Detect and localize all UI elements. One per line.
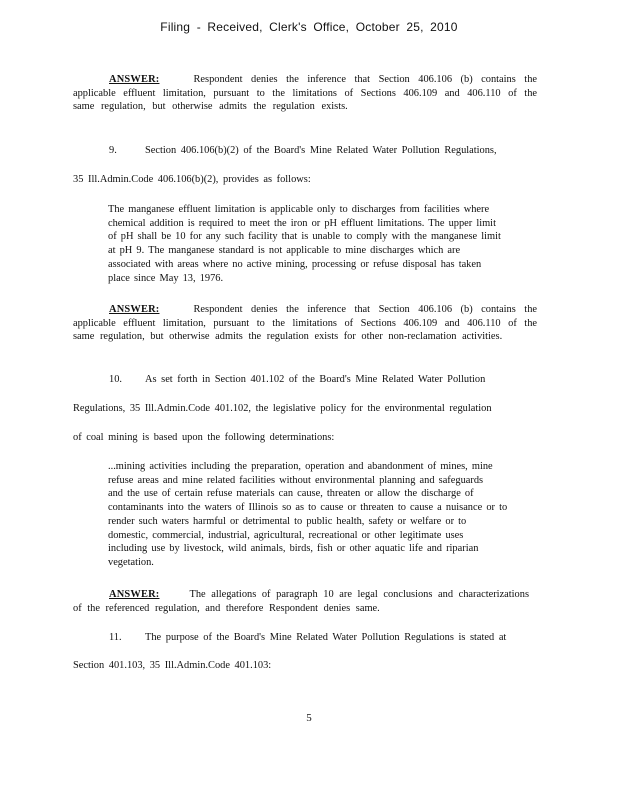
answer-1-line-3: same regulation, but otherwise admits the regulation exists. [73, 101, 348, 113]
quote-10-line: vegetation. [108, 556, 154, 568]
answer-2-line-1: Respondent denies the inference that Section 406.106 (b) contains the [193, 304, 537, 315]
quote-10-line: refuse areas and mine related facilities without environmental planning and safeguards [108, 474, 484, 486]
answer-3-line-2: of the referenced regulation, and therefore Respondent denies same. [73, 602, 380, 614]
answer-2-line-2: applicable effluent limitation, pursuant to the limitations of Sections 406.109 and 406.110 of the [73, 317, 537, 329]
quote-9-line: The manganese effluent limitation is applicable only to discharges from facilities where [108, 204, 490, 215]
quote-10-line: contaminants into the waters of Illinois so as to cause or threaten to cause a nuisance or to [108, 502, 508, 514]
paragraph-10-line-1: 10. As set forth in Section 401.102 of the Board's Mine Related Water Pollution [109, 374, 486, 385]
answer-1-line-1: Respondent denies the inference that Section 406.106 (b) contains the [193, 74, 537, 85]
quote-9-line: of pH shall be 10 for any such facility that is unable to comply with the manganese limit [108, 231, 501, 243]
paragraph-9-number: 9. [109, 145, 117, 156]
paragraph-11-line-1: 11. The purpose of the Board's Mine Related Water Pollution Regulations is stated at [109, 632, 507, 643]
answer-label: ANSWER: [109, 74, 160, 85]
paragraph-10-line-2: Regulations, 35 Ill.Admin.Code 401.102, the legislative policy for the environmental regulation [73, 403, 492, 414]
paragraph-10-number: 10. [109, 374, 122, 385]
quote-9-line: chemical addition is required to meet the iron or pH effluent limitations. The upper limit [108, 217, 496, 229]
quote-10-line: domestic, commercial, industrial, agricultural, recreational or other legitimate uses [108, 529, 464, 541]
paragraph-10-line-3: of coal mining is based upon the following determinations: [73, 432, 335, 443]
filing-header: Filing - Received, Clerk's Office, October 25, 2010 [160, 20, 458, 34]
answer-paragraph-2 [73, 303, 537, 344]
answer-paragraph-3 [73, 588, 529, 615]
quote-10-line: including use by livestock, wild animals, birds, fish or other aquatic life and riparian [108, 543, 479, 555]
answer-paragraph-1 [73, 73, 537, 114]
block-quote-9 [108, 203, 538, 285]
quote-9-line: associated with areas where no active mining, processing or refuse disposal has taken [108, 258, 482, 270]
quote-10-line: ...mining activities including the preparation, operation and abandonment of mines, mine [108, 461, 493, 472]
quote-9-line: place since May 13, 1976. [108, 272, 224, 284]
paragraph-11-line-2: Section 401.103, 35 Ill.Admin.Code 401.103: [73, 660, 272, 671]
quote-10-line: render such waters harmful or detrimental to public health, safety or welfare or to [108, 515, 467, 527]
quote-10-line: and the use of certain refuse materials can cause, threaten or allow the discharge of [108, 488, 474, 500]
answer-label: ANSWER: [109, 304, 160, 315]
paragraph-9-line-1: 9. Section 406.106(b)(2) of the Board's Mine Related Water Pollution Regulations, [109, 145, 497, 156]
answer-label: ANSWER: [109, 589, 160, 600]
paragraph-9-line-2: 35 Ill.Admin.Code 406.106(b)(2), provides as follows: [73, 174, 311, 185]
paragraph-11-number: 11. [109, 632, 122, 643]
answer-3-line-1: The allegations of paragraph 10 are legal conclusions and characterizations [189, 589, 529, 600]
block-quote-10 [108, 460, 548, 570]
answer-1-line-2: applicable effluent limitation, pursuant to the limitations of Sections 406.109 and 406.110 of the [73, 87, 537, 99]
quote-9-line: at pH 9. The manganese standard is not applicable to mine discharges which are [108, 245, 461, 257]
answer-2-line-3: same regulation, but otherwise admits the regulation exists for other non-reclamation activities. [73, 331, 503, 343]
page-number: 5 [306, 712, 312, 724]
